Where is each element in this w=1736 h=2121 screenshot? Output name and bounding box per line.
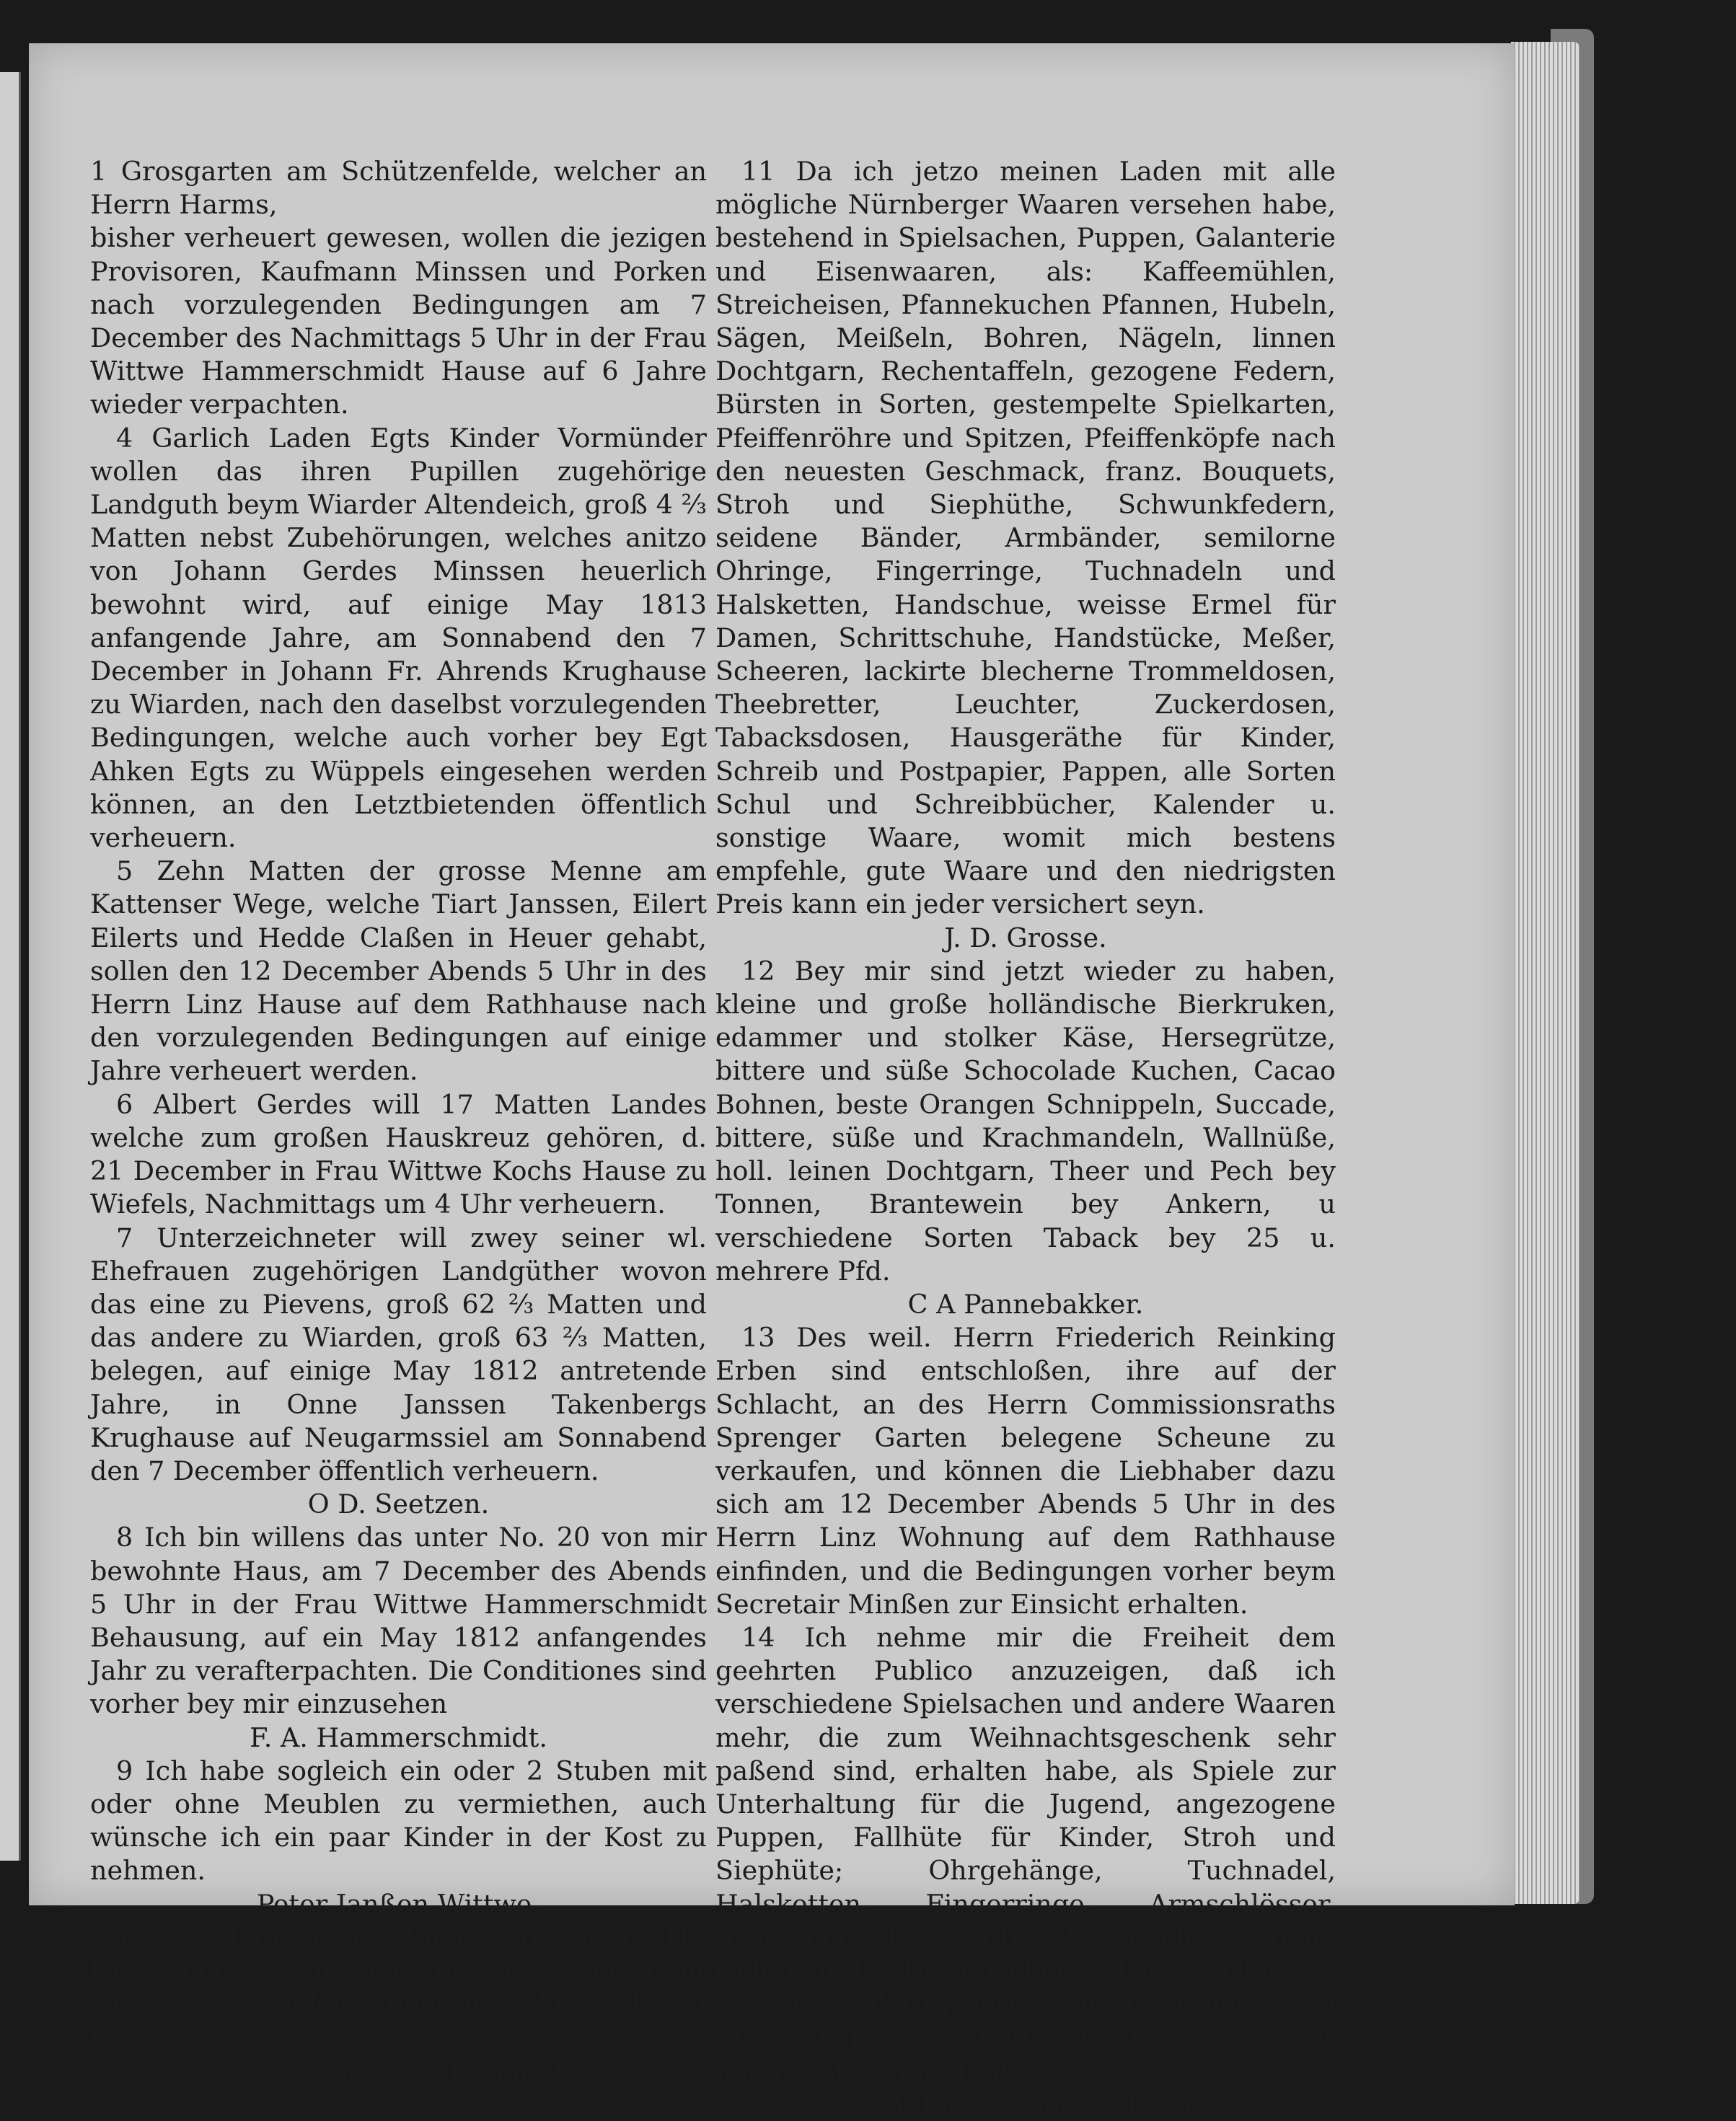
ad-signature-11: J. D. Grosse. xyxy=(944,922,1107,953)
ad-entry-13: 13 Des weil. Herrn Friederich Reinking Erben sind entschloßen, ihre auf der Schlacht, an des Herrn Commissionsraths Sprenger Garten belegene Scheune zu verkaufen, und können die Liebhaber dazu sich am 12 December Abends 5 Uhr in des Herrn Linz Wohnung auf dem Rathhause einfinden, und die Bedingungen vorher beym Secretair Minßen zur Einsicht erhalten. xyxy=(715,1322,1336,1620)
ad-signature-8: F. A. Hammerschmidt. xyxy=(250,1721,547,1753)
ad-entry-12: 12 Bey mir sind jetzt wieder zu haben, kleine und große holländische Bierkruken, edammer und stolker Käse, Hersegrütze, bittere und süße Schocolade Kuchen, Cacao Bohnen, beste Orangen Schnippeln, Succade, bittere, süße und Krachmandeln, Wallnüße, holl. leinen Dochtgarn, Theer und Pech bey Tonnen, Brantewein bey Ankern, u verschiedene Sorten Taback bey 25 u. mehrere Pfd. xyxy=(715,955,1336,1287)
right-column xyxy=(715,155,1336,2121)
ad-entry-1: 1 Grosgarten am Schützenfelde, welcher an Herrn Harms, bisher verheuert gewesen, wollen die jezigen Provisoren, Kaufmann Minssen und Porken nach vorzulegenden Bedingungen am 7 December des Nachmittags 5 Uhr in der Frau Wittwe Hammerschmidt Hause auf 6 Jahre wieder verpachten. xyxy=(90,156,707,420)
ad-signature-9: Peter Janßen Wittwe. xyxy=(256,1888,541,1920)
ad-signature-10: Jever. Zack, Goldschmidt xyxy=(232,2055,565,2086)
ad-signature-12: C A Pannebakker. xyxy=(907,1288,1144,1320)
ad-entry-10: 10 Ich habe einen Kitzen so von d. Hr. Uhrmacher Schreiber bis jetzt bewohnt worden ist, sogleich oder um May 1812 zu vermiethen. xyxy=(90,1921,707,2053)
page-stack-edges xyxy=(1511,42,1579,1904)
left-column xyxy=(90,155,707,2088)
ad-entry-4: 4 Garlich Laden Egts Kinder Vormünder wollen das ihren Pupillen zugehörige Landguth beym Wiarder Altendeich, groß 4 ⅔ Matten nebst Zubehörungen, welches anitzo von Johann Gerdes Minssen heuerlich bewohnt wird, auf einige May 1813 anfangende Jahre, am Sonnabend den 7 December in Johann Fr. Ahrends Krughause zu Wiarden, nach den daselbst vorzulegenden Bedingungen, welche auch vorher bey Egt Ahken Egts zu Wüppels eingesehen werden können, an den Letztbietenden öffentlich verheuern. xyxy=(90,422,707,854)
adjacent-page-edge xyxy=(0,72,21,1861)
ad-entry-8: 8 Ich bin willens das unter No. 20 von mir bewohnte Haus, am 7 December des Abends 5 Uhr in der Frau Wittwe Hammerschmidt Behausung, auf ein May 1812 anfangendes Jahr zu verafterpachten. Die Conditiones sind vorher bey mir einzusehen xyxy=(90,1522,707,1720)
ad-entry-5: 5 Zehn Matten der grosse Menne am Kattenser Wege, welche Tiart Janssen, Eilert Eilerts und Hedde Claßen in Heuer gehabt, sollen den 12 December Abends 5 Uhr in des Herrn Linz Hause auf dem Rathhause nach den vorzulegenden Bedingungen auf einige Jahre verheuert werden. xyxy=(90,855,707,1087)
ad-entry-14: 14 Ich nehme mir die Freiheit dem geehrten Publico anzuzeigen, daß ich verschiedene Spielsachen und andere Waaren mehr, die zum Weihnachtsgeschenk sehr paßend sind, erhalten habe, als Spiele zur Unterhaltung für die Jugend, angezogene Puppen, Fallhüte für Kinder, Stroh und Siephüte; Ohrgehänge, Tuchnadel, Halsketten, Fingerringe, Armschlösser, Armbänder, Petschaften, Uhrbänder, seidene Geldbeutel, Brieftaschen, Lack, Oblaten, Bleifeder, allerley porcellainerne u. hölzernen Pfeiffenköpfe, mit und ohne Röhren, womit mich bestens empfehle. xyxy=(715,1621,1336,2086)
ad-entry-6: 6 Albert Gerdes will 17 Matten Landes welche zum großen Hauskreuz gehören, d. 21 December in Frau Wittwe Kochs Hause zu Wiefels, Nachmittags um 4 Uhr verheuern. xyxy=(90,1088,707,1220)
ad-signature-14: C. A. Flesner sen. in Jever. xyxy=(849,2088,1202,2120)
document-page xyxy=(29,43,1515,2120)
ad-entry-9: 9 Ich habe sogleich ein oder 2 Stuben mit oder ohne Meublen zu vermiethen, auch wünsche ich ein paar Kinder in der Kost zu nehmen. xyxy=(90,1755,707,1887)
ad-signature-7: O D. Seetzen. xyxy=(307,1489,490,1520)
ad-entry-11: 11 Da ich jetzo meinen Laden mit alle mögliche Nürnberger Waaren versehen habe, bestehend in Spielsachen, Puppen, Galanterie und Eisenwaaren, als: Kaffeemühlen, Streicheisen, Pfannekuchen Pfannen, Hubeln, Sägen, Meißeln, Bohren, Nägeln, linnen Dochtgarn, Rechentaffeln, gezogene Federn, Bürsten in Sorten, gestempelte Spielkarten, Pfeiffenröhre und Spitzen, Pfeiffenköpfe nach den neuesten Geschmack, franz. Bouquets, Stroh und Siephüthe, Schwunkfedern, seidene Bänder, Armbänder, semilorne Ohringe, Fingerringe, Tuchnadeln und Halsketten, Handschue, weisse Ermel für Damen, Schrittschuhe, Handstücke, Meßer, Scheeren, lackirte blecherne Trommeldosen, Theebretter, Leuchter, Zuckerdosen, Tabacksdosen, Hausgeräthe für Kinder, Schreib und Postpapier, Pappen, alle Sorten Schul und Schreibbücher, Kalender u. sonstige Waare, womit mich bestens empfehle, gute Waare und den niedrigsten Preis kann ein jeder versichert seyn. xyxy=(715,156,1336,920)
ad-entry-7: 7 Unterzeichneter will zwey seiner wl. Ehefrauen zugehörigen Landgüther wovon das eine zu Pievens, groß 62 ⅔ Matten und das andere zu Wiarden, groß 63 ⅔ Matten, belegen, auf einige May 1812 antretende Jahre, in Onne Janssen Takenbergs Krughause auf Neugarmssiel am Sonnabend den 7 December öffentlich verheuern. xyxy=(90,1222,707,1486)
